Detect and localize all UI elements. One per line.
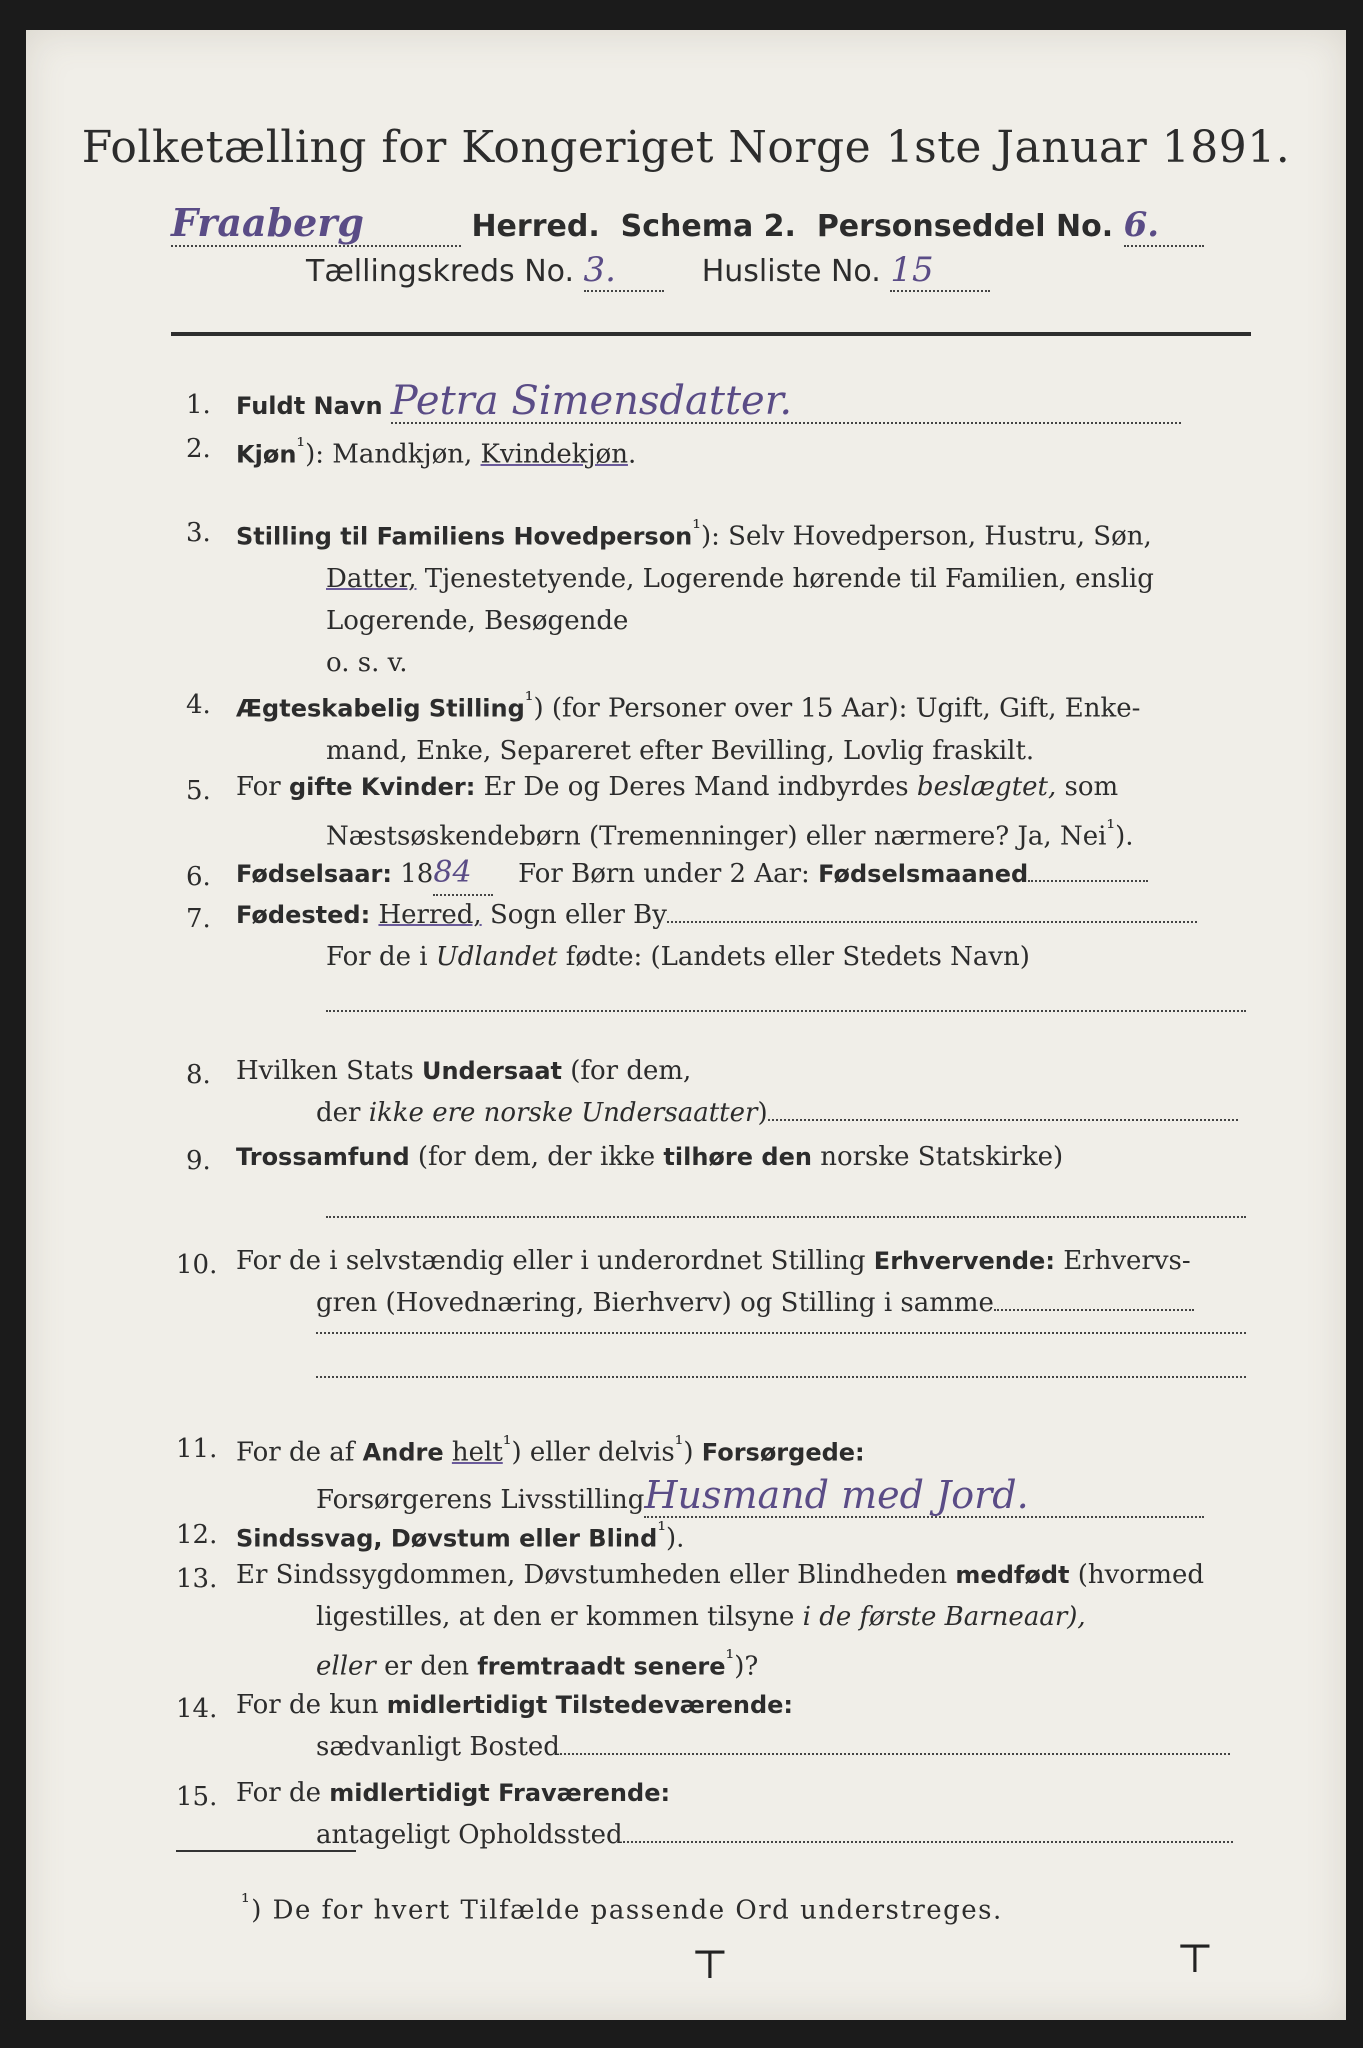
footnote-mark: ¹ bbox=[296, 434, 306, 459]
item-text: For de bbox=[236, 1778, 321, 1808]
footnote-rule bbox=[176, 1850, 356, 1852]
usual-residence-field bbox=[560, 1753, 1230, 1755]
fold-mark: ⊤ bbox=[1176, 1936, 1214, 1982]
item-label: Fødselsaar: bbox=[236, 860, 392, 888]
item-text: (for dem, der ikke bbox=[417, 1142, 656, 1172]
herred-answer: Fraaberg bbox=[171, 200, 461, 247]
item-number: 5. bbox=[186, 776, 211, 806]
occupation-field bbox=[994, 1309, 1194, 1311]
item-text: ): Selv Hovedperson, Hustru, Søn, bbox=[700, 521, 1152, 552]
item-text: antageligt Opholdssted bbox=[316, 1820, 623, 1850]
birth-year-answer: 84 bbox=[433, 852, 493, 896]
occupation-line bbox=[316, 1332, 1246, 1334]
item-5-married-women bbox=[236, 766, 1256, 858]
item-text: For bbox=[236, 772, 281, 802]
occupation-line bbox=[316, 1376, 1246, 1378]
item-text: som bbox=[1064, 772, 1119, 802]
item-13-congenital bbox=[236, 1554, 1256, 1688]
underlined-answer: Herred, bbox=[378, 900, 482, 930]
item-text: er den bbox=[384, 1651, 469, 1682]
husliste-label: Husliste No. bbox=[701, 254, 881, 289]
item-11-dependants bbox=[236, 1424, 1256, 1521]
provider-occupation-answer: Husmand med Jord. bbox=[644, 1474, 1204, 1518]
item-number: 9. bbox=[186, 1146, 211, 1176]
item-text: Er De og Deres Mand indbyrdes bbox=[483, 772, 909, 802]
item-text: beslægtet, bbox=[916, 772, 1057, 802]
item-text: gren (Hovednæring, Bierhverv) og Stilling i samme bbox=[316, 1288, 994, 1318]
item-text: . bbox=[627, 439, 637, 470]
header-row-herred bbox=[171, 200, 1251, 247]
underlined-answer: helt bbox=[451, 1437, 503, 1468]
item-7-birthplace bbox=[236, 894, 1256, 978]
item-text: ): Mandkjøn, bbox=[305, 439, 473, 470]
item-label: tilhøre den bbox=[663, 1143, 812, 1171]
item-2-gender bbox=[236, 426, 636, 476]
header-rule bbox=[171, 332, 1251, 336]
item-text: ikke ere norske Undersaatter bbox=[368, 1098, 758, 1128]
item-text: ) bbox=[757, 1098, 768, 1128]
item-label: Trossamfund bbox=[236, 1143, 410, 1171]
item-text: mand, Enke, Separeret efter Bevilling, Lovlig fraskilt. bbox=[326, 735, 1035, 766]
item-number: 8. bbox=[186, 1060, 211, 1090]
item-text: der bbox=[316, 1098, 361, 1128]
item-text: eller bbox=[316, 1651, 376, 1682]
item-text: (for dem, bbox=[570, 1056, 692, 1086]
item-label: Forsørgede: bbox=[701, 1438, 865, 1467]
footnote bbox=[241, 1890, 1003, 1926]
item-label: Undersaat bbox=[421, 1057, 562, 1085]
item-text: Logerende, Besøgende bbox=[326, 605, 629, 636]
item-text: Sogn eller By bbox=[489, 900, 667, 930]
birth-month-field bbox=[1028, 880, 1148, 882]
item-6-birth-year bbox=[236, 852, 1256, 896]
item-text: Er Sindssygdommen, Døvstumheden eller Blindheden bbox=[236, 1560, 948, 1590]
item-number: 13. bbox=[176, 1564, 218, 1594]
footnote-mark: ¹ bbox=[524, 688, 534, 713]
item-label: medfødt bbox=[955, 1561, 1070, 1589]
item-number: 11. bbox=[176, 1434, 218, 1464]
item-text: For Børn under 2 Aar: bbox=[518, 859, 810, 889]
item-label: gifte Kvinder: bbox=[288, 773, 476, 801]
footnote-text: ) De for hvert Tilfælde passende Ord understreges. bbox=[251, 1895, 1003, 1926]
footnote-mark: ¹ bbox=[692, 516, 701, 541]
birthplace-field bbox=[667, 921, 1197, 923]
footnote-mark: ¹ bbox=[674, 1432, 684, 1457]
item-text: ). bbox=[1115, 821, 1134, 852]
husliste-answer: 15 bbox=[890, 250, 990, 292]
item-label: Fødselsmaaned bbox=[818, 860, 1029, 888]
footnote-mark: ¹ bbox=[1106, 816, 1116, 841]
item-text: ) eller delvis bbox=[511, 1437, 675, 1468]
underlined-answer: Datter, bbox=[326, 563, 417, 594]
footnote-mark: ¹ bbox=[725, 1646, 735, 1671]
item-4-marital-status bbox=[236, 680, 1256, 772]
item-number: 3. bbox=[186, 518, 211, 548]
item-10-occupation bbox=[236, 1240, 1256, 1324]
item-text: 18 bbox=[400, 859, 434, 889]
item-text: ligestilles, at den er kommen tilsyne bbox=[316, 1602, 795, 1632]
item-label: Sindssvag, Døvstum eller Blind bbox=[236, 1524, 658, 1553]
item-9-religion bbox=[236, 1136, 1256, 1178]
name-answer: Petra Simensdatter. bbox=[391, 380, 1181, 424]
item-text: Udlandet bbox=[435, 942, 558, 972]
item-1-full-name bbox=[236, 380, 1256, 427]
probable-residence-field bbox=[623, 1841, 1233, 1843]
item-text: fødte: (Landets eller Stedets Navn) bbox=[565, 942, 1030, 972]
herred-label: Herred. bbox=[471, 209, 600, 244]
item-text: Tjenestetyende, Logerende hørende til Familien, enslig bbox=[424, 563, 1154, 594]
item-text: Næstsøskendebørn (Tremenninger) eller nærmere? Ja, Nei bbox=[326, 821, 1107, 852]
item-text: )? bbox=[734, 1651, 759, 1682]
item-text: For de i bbox=[326, 942, 428, 972]
item-number: 12. bbox=[176, 1520, 218, 1550]
item-text: ) (for Personer over 15 Aar): Ugift, Gift, Enke- bbox=[533, 693, 1141, 724]
item-number: 4. bbox=[186, 690, 211, 720]
item-14-temporary-present bbox=[236, 1684, 1256, 1768]
item-text: Hvilken Stats bbox=[236, 1056, 414, 1086]
item-number: 7. bbox=[186, 904, 211, 934]
item-15-temporary-absent bbox=[236, 1772, 1256, 1856]
taellingskreds-answer: 3. bbox=[584, 250, 664, 292]
underlined-answer: Kvindekjøn bbox=[480, 439, 628, 470]
item-label: Fuldt Navn bbox=[236, 392, 383, 420]
item-label: fremtraadt senere bbox=[477, 1652, 726, 1681]
footnote-mark: ¹ bbox=[241, 1890, 252, 1915]
item-text: i de første Barneaar), bbox=[802, 1602, 1086, 1632]
foreign-birthplace-line bbox=[326, 1010, 1246, 1012]
item-label: Erhvervende: bbox=[873, 1247, 1055, 1275]
item-12-disability bbox=[236, 1510, 684, 1560]
citizenship-field bbox=[768, 1119, 1238, 1121]
item-text: Forsørgerens Livsstilling bbox=[316, 1484, 645, 1515]
item-label: Kjøn bbox=[236, 440, 297, 469]
item-text: Erhvervs- bbox=[1063, 1246, 1191, 1276]
item-text: o. s. v. bbox=[326, 647, 408, 678]
item-number: 10. bbox=[176, 1250, 218, 1280]
item-label: midlertidigt Tilstedeværende: bbox=[386, 1691, 794, 1719]
item-number: 1. bbox=[186, 390, 211, 420]
item-label: Stilling til Familiens Hovedperson bbox=[236, 522, 693, 551]
item-text: (hvormed bbox=[1077, 1560, 1205, 1590]
item-label: Andre bbox=[362, 1438, 444, 1467]
item-text: sædvanligt Bosted bbox=[316, 1732, 560, 1762]
item-text: For de i selvstændig eller i underordnet Stilling bbox=[236, 1246, 866, 1276]
religion-line bbox=[326, 1216, 1246, 1218]
item-label: Fødested: bbox=[236, 901, 371, 929]
taellingskreds-label: Tællingskreds No. bbox=[306, 254, 574, 289]
item-text: norske Statskirke) bbox=[820, 1142, 1064, 1172]
census-form bbox=[26, 30, 1346, 2020]
item-3-family-position bbox=[236, 508, 1256, 684]
item-label: midlertidigt Fraværende: bbox=[329, 1779, 671, 1807]
footnote-mark: ¹ bbox=[657, 1518, 666, 1543]
item-number: 15. bbox=[176, 1782, 218, 1812]
form-title: Folketælling for Kongeriget Norge 1ste Januar 1891. bbox=[81, 122, 1291, 173]
item-number: 6. bbox=[186, 862, 211, 892]
item-label: Ægteskabelig Stilling bbox=[236, 694, 525, 723]
item-text: For de af bbox=[236, 1437, 355, 1468]
item-text: For de kun bbox=[236, 1690, 379, 1720]
item-8-citizenship bbox=[236, 1050, 1256, 1134]
schema-label: Schema 2. bbox=[620, 209, 796, 244]
item-text: ). bbox=[666, 1523, 685, 1554]
footnote-mark: ¹ bbox=[502, 1432, 512, 1457]
item-number: 14. bbox=[176, 1694, 218, 1724]
personseddel-label: Personseddel No. bbox=[816, 209, 1114, 244]
header-row-kreds bbox=[306, 250, 990, 292]
item-number: 2. bbox=[186, 434, 211, 464]
fold-mark: ⊤ bbox=[691, 1942, 729, 1988]
personseddel-answer: 6. bbox=[1124, 205, 1204, 247]
item-text: ) bbox=[683, 1437, 694, 1468]
